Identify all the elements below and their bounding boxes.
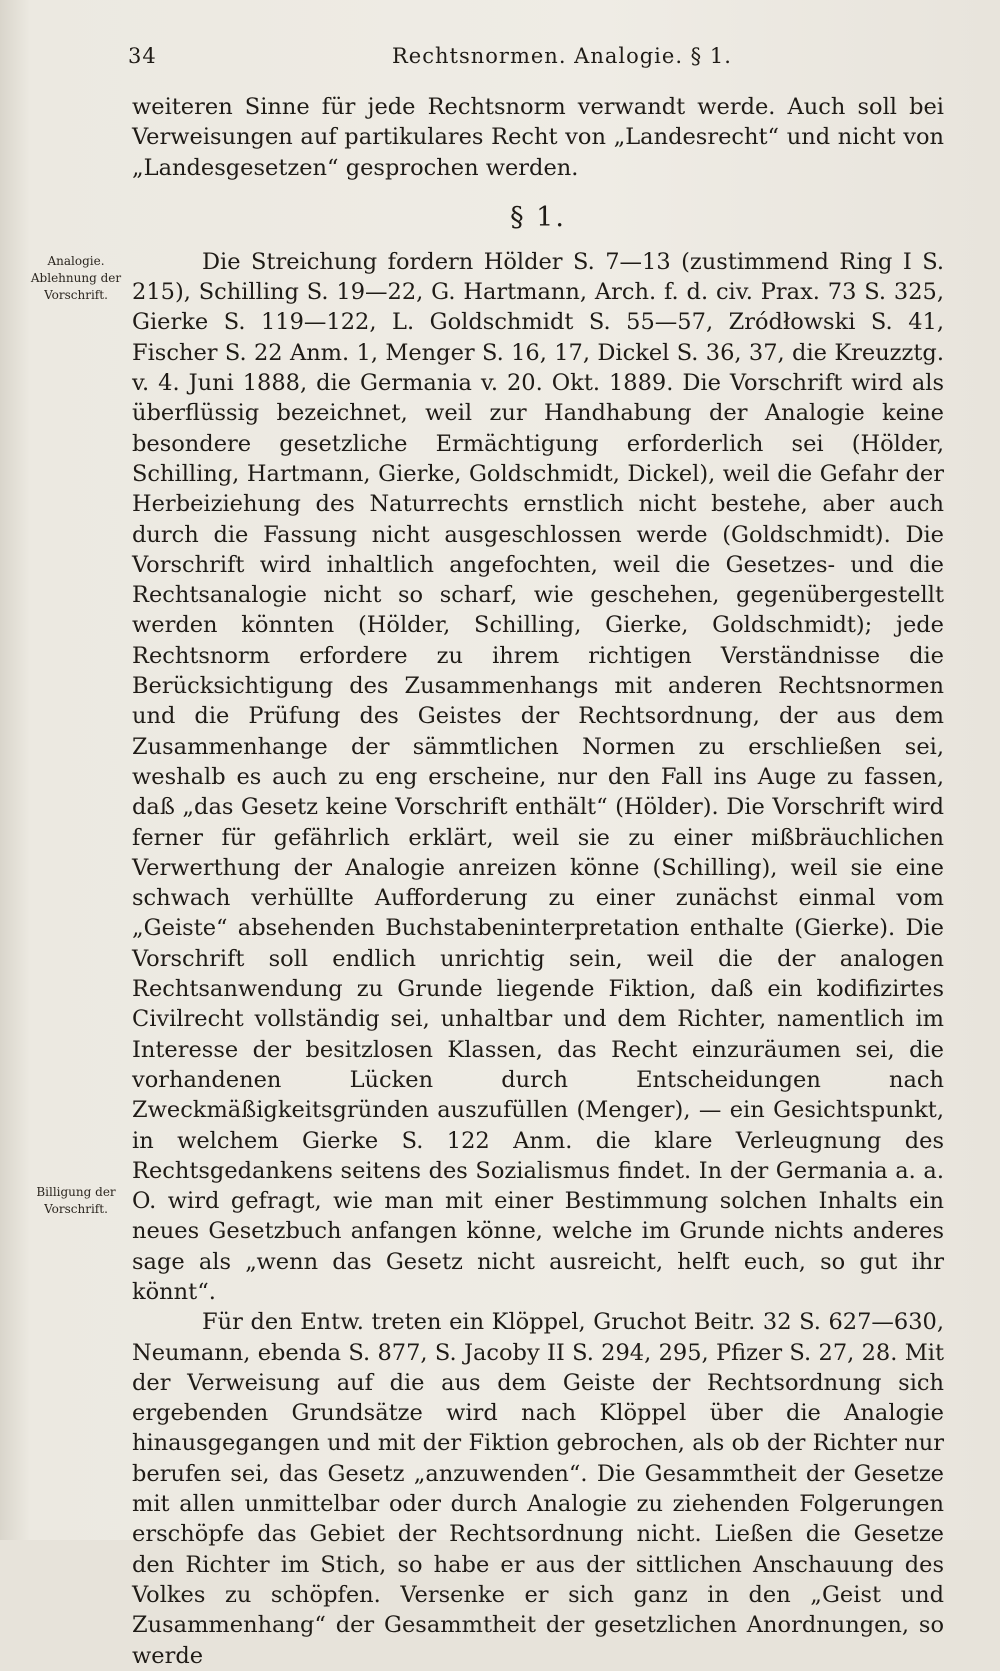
section-heading: § 1. [510,201,566,233]
running-head: Rechtsnormen. Analogie. § 1. [392,44,732,68]
margin-note-billigung: Billigung der Vorschrift. [36,1185,116,1216]
paragraph-2: Für den Entw. treten ein Klöppel, Gruchot Beitr. 32 S. 627—630, Neumann, ebenda S. 877, S. Jacoby II S. 294, 295, Pfizer S. 27, 28. Mit der Verweisung auf die aus dem Geiste der Rechtsordnung sich ergebenden Grundsätze wird nach Klöppel über die Analogie hinausgegangen und mit der Fiktion gebrochen, als ob der Richter nur berufen sei, das Gesetz „anzuwenden“. Die Gesammtheit der Gesetze mit allen unmittelbar oder durch Analogie zu ziehenden Folgerungen erschöpfe das Gebiet der Rechtsordnung nicht. Ließen die Gesetze den Richter im Stich, so habe er aus der sittlichen Anschauung des Volkes zu schöpfen. Versenke er sich ganz in den „Geist und Zusammenhang“ der Gesammtheit der gesetzlichen Anordnungen, so werde [132,1309,944,1669]
page-number: 34 [128,44,157,68]
paragraph-1: Die Streichung fordern Hölder S. 7—13 (zustimmend Ring I S. 215), Schilling S. 19—22, G. Hartmann, Arch. f. d. civ. Prax. 73 S. 325, Gierke S. 119—122, L. Goldschmidt S. 55—57, Zródłowski S. 41, Fischer S. 22 Anm. 1, Menger S. 16, 17, Dickel S. 36, 37, die Kreuzztg. v. 4. Juni 1888, die Germania v. 20. Okt. 1889. Die Vorschrift wird als überflüssig bezeichnet, weil zur Handhabung der Analogie keine besondere gesetzliche Ermächtigung erforderlich sei (Hölder, Schilling, Hartmann, Gierke, Goldschmidt, Dickel), weil die Gefahr der Herbeiziehung des Naturrechts ernstlich nicht bestehe, aber auch durch die Fassung nicht ausgeschlossen werde (Goldschmidt). Die Vorschrift wird inhaltlich angefochten, weil die Gesetzes- und die Rechtsanalogie nicht so scharf, wie geschehen, gegenübergestellt werden könnten (Hölder, Schilling, Gierke, Goldschmidt); jede Rechtsnorm erfordere zu ihrem richtigen Verständnisse die Berücksichtigung des Zusammenhangs mit anderen Rechtsnormen und die Prüfung des Geistes der Rechtsordnung, der aus dem Zusammenhange der sämmtlichen Normen zu erschließen sei, weshalb es auch zu eng erscheine, nur den Fall ins Auge zu fassen, daß „das Gesetz keine Vorschrift enthält“ (Hölder). Die Vorschrift wird ferner für gefährlich erklärt, weil sie zu einer mißbräuchlichen Verwerthung der Analogie anreizen könne (Schilling), weil sie eine schwach verhüllte Aufforderung zu einer zunächst einmal vom „Geiste“ absehenden Buchstabeninterpretation enthalte (Gierke). Die Vorschrift soll endlich unrichtig sein, weil die der analogen Rechtsanwendung zu Grunde liegende Fiktion, daß ein kodifizirtes Civilrecht vollständig sei, unhaltbar und dem Richter, namentlich im Interesse der besitzlosen Klassen, das Recht einzuräumen sei, die vorhandenen Lücken durch Entscheidungen nach Zweckmäßigkeitsgründen auszufüllen (Menger), — ein Gesichtspunkt, in welchem Gierke S. 122 Anm. die klare Verleugnung des Rechtsgedankens seitens des Sozialismus findet. In der Germania a. a. O. wird gefragt, wie man mit einer Bestimmung solchen Inhalts ein neues Gesetzbuch anfangen könne, welche im Grunde nichts anderes sage als „wenn das Gesetz nicht ausreicht, helft euch, so gut ihr könnt“. [132,248,944,1305]
margin-note-analogie: Analogie. Ablehnung der Vorschrift. [30,254,122,302]
page-header [128,40,948,76]
intro-paragraph: weiteren Sinne für jede Rechtsnorm verwandt werde. Auch soll bei Verweisungen auf partikulares Recht von „Landesrecht“ und nicht von „Landesgesetzen“ gesprochen werden. [132,94,944,181]
body-text [132,92,944,1671]
